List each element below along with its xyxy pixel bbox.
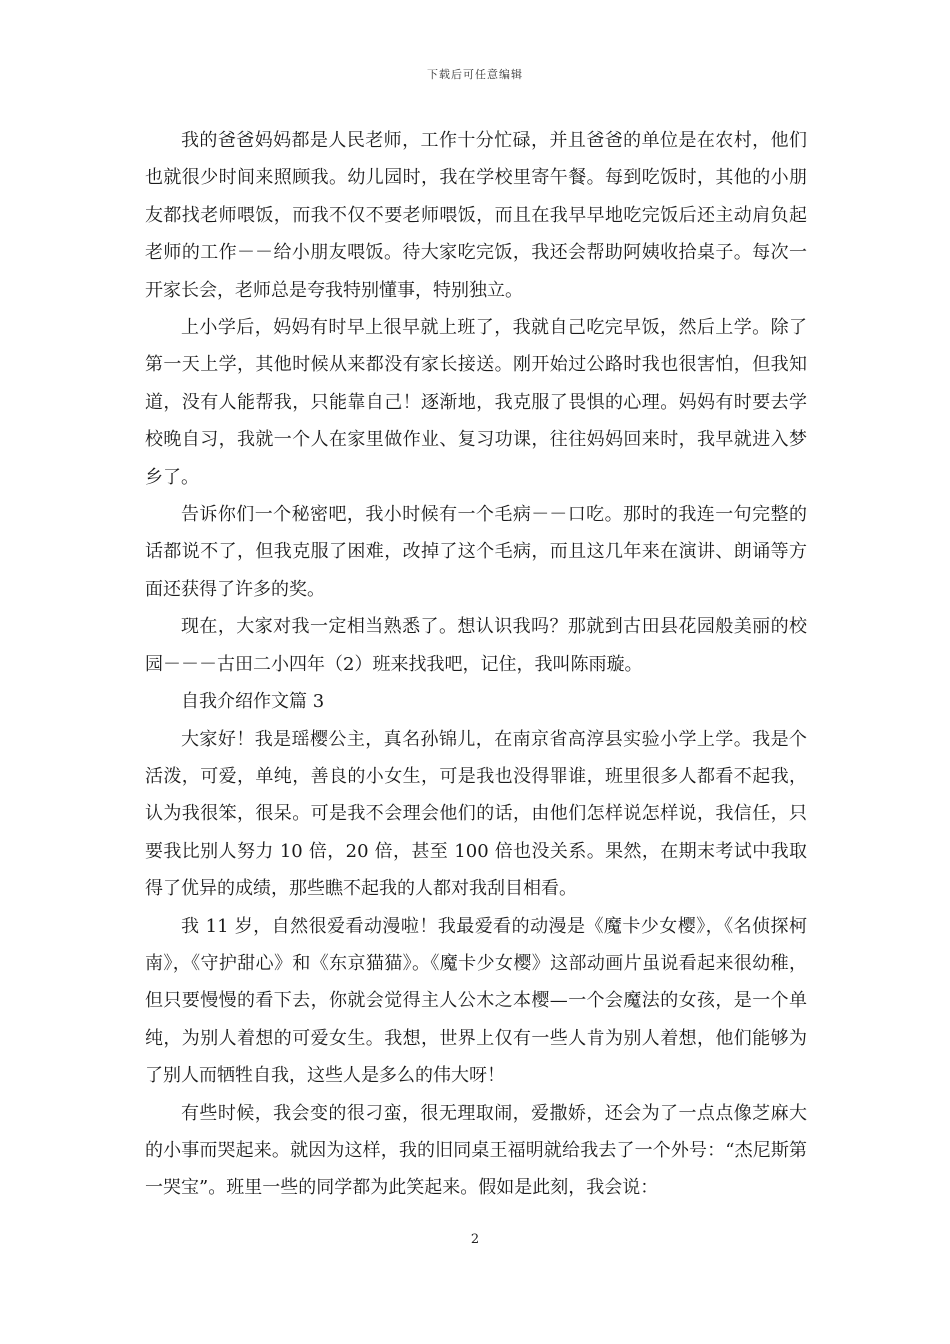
section-heading: 自我介绍作文篇 3 xyxy=(181,691,325,713)
paragraph: 有些时候，我会变的很刁蛮，很无理取闹，爱撒娇，还会为了一点点像芝麻大的小事而哭起来。就因为这样，我的旧同桌王福明就给我去了一个外号：“杰尼斯第一哭宝”。班里一些的同学都为此笑起来。假如是此刻，我会说： xyxy=(145,1102,807,1199)
page-number: 2 xyxy=(470,1232,480,1247)
paragraph: 上小学后，妈妈有时早上很早就上班了，我就自己吃完早饭，然后上学。除了第一天上学，其他时候从来都没有家长接送。刚开始过公路时我也很害怕，但我知道，没有人能帮我，只能靠自己！逐渐地，我克服了畏惧的心理。妈妈有时要去学校晚自习，我就一个人在家里做作业、复习功课，往往妈妈回来时，我早就进入梦乡了。 xyxy=(145,317,807,488)
document-body xyxy=(145,122,807,1207)
page-header: 下载后可任意编辑 xyxy=(427,68,523,81)
paragraph: 我的爸爸妈妈都是人民老师，工作十分忙碌，并且爸爸的单位是在农村，他们也就很少时间来照顾我。幼儿园时，我在学校里寄午餐。每到吃饭时，其他的小朋友都找老师喂饭，而我不仅不要老师喂饭，而且在我早早地吃完饭后还主动肩负起老师的工作－－给小朋友喂饭。待大家吃完饭，我还会帮助阿姨收拾桌子。每次一开家长会，老师总是夸我特别懂事，特别独立。 xyxy=(145,130,807,301)
paragraph: 我 11 岁，自然很爱看动漫啦！我最爱看的动漫是《魔卡少女樱》，《名侦探柯南》，《守护甜心》和《东京猫猫》。《魔卡少女樱》这部动画片虽说看起来很幼稚，但只要慢慢的看下去，你就会觉得主人公木之本樱—一个会魔法的女孩，是一个单纯，为别人着想的可爱女生。我想，世界上仅有一些人肯为别人着想，他们能够为了别人而牺牲自我，这些人是多么的伟大呀！ xyxy=(145,915,807,1087)
paragraph: 大家好！我是瑶樱公主，真名孙锦儿，在南京省高淳县实验小学上学。我是个活泼，可爱，单纯，善良的小女生，可是我也没得罪谁，班里很多人都看不起我，认为我很笨，很呆。可是我不会理会他们的话，由他们怎样说怎样说，我信任，只要我比别人努力 10 倍，20 倍，甚至 100 倍也没关系。果然，在期末考试中我取得了优异的成绩，那些瞧不起我的人都对我刮目相看。 xyxy=(145,728,807,900)
paragraph: 告诉你们一个秘密吧，我小时候有一个毛病－－口吃。那时的我连一句完整的话都说不了，但我克服了困难，改掉了这个毛病，而且这几年来在演讲、朗诵等方面还获得了许多的奖。 xyxy=(145,504,807,600)
paragraph: 现在，大家对我一定相当熟悉了。想认识我吗？那就到古田县花园般美丽的校园－－－古田二小四年（2）班来找我吧，记住，我叫陈雨璇。 xyxy=(145,616,807,675)
